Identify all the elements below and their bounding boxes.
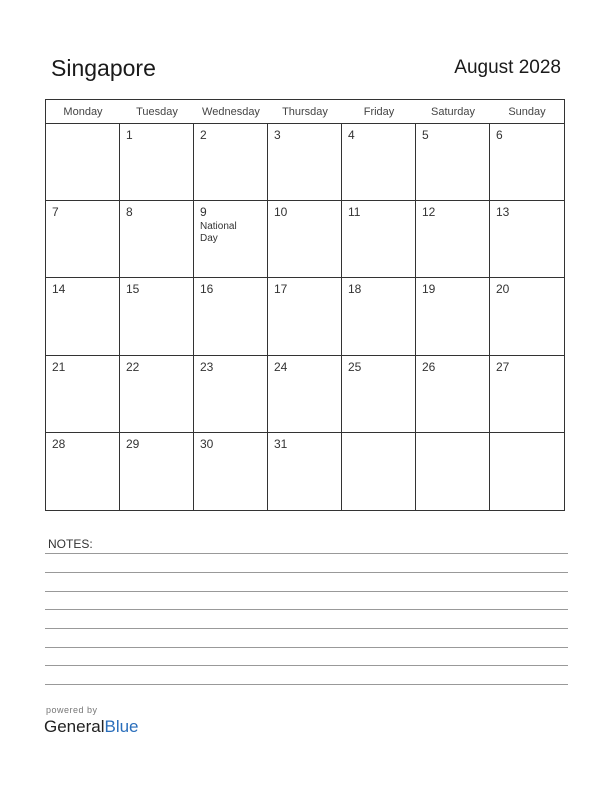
day-number: 20 <box>496 282 510 297</box>
day-number: 19 <box>422 282 436 297</box>
note-line <box>45 684 568 685</box>
day-cell <box>120 124 194 200</box>
day-number: 29 <box>126 436 140 451</box>
calendar-weeks <box>46 124 564 510</box>
generalblue-logo <box>44 717 139 737</box>
day-cell <box>490 278 564 354</box>
day-cell <box>490 356 564 432</box>
weekday-saturday: Saturday <box>430 106 476 118</box>
day-cell <box>342 356 416 432</box>
day-cell <box>120 433 194 510</box>
day-cell <box>490 124 564 200</box>
calendar-country-title: Singapore <box>51 55 156 81</box>
weekday-thursday: Thursday <box>282 106 328 118</box>
day-number: 10 <box>274 205 288 220</box>
weekday-tuesday: Tuesday <box>136 106 178 118</box>
day-cell <box>194 201 268 277</box>
day-cell <box>342 433 416 510</box>
day-cell <box>46 433 120 510</box>
day-cell <box>342 278 416 354</box>
day-number: 28 <box>52 436 66 451</box>
day-number: 3 <box>274 128 281 142</box>
holiday-label: National Day <box>200 221 237 245</box>
day-cell <box>416 278 490 354</box>
day-number: 1 <box>126 128 133 142</box>
calendar-grid <box>45 99 565 511</box>
weekday-wednesday: Wednesday <box>202 106 260 118</box>
day-cell <box>194 278 268 354</box>
day-number: 5 <box>422 128 429 142</box>
calendar-week-5 <box>46 433 564 510</box>
logo-blue-text: Blue <box>104 717 139 736</box>
day-number: 13 <box>496 205 510 220</box>
day-number: 25 <box>348 359 362 374</box>
day-cell <box>268 201 342 277</box>
weekday-monday: Monday <box>63 106 103 118</box>
note-line <box>45 591 568 592</box>
day-cell <box>416 124 490 200</box>
day-cell <box>416 201 490 277</box>
notes-label: NOTES: <box>48 537 93 551</box>
weekday-friday: Friday <box>363 106 395 118</box>
day-cell <box>268 433 342 510</box>
day-cell <box>268 124 342 200</box>
note-line <box>45 665 568 666</box>
calendar-week-3 <box>46 278 564 355</box>
day-cell <box>490 433 564 510</box>
day-number: 12 <box>422 205 436 220</box>
day-number: 24 <box>274 359 288 374</box>
note-line <box>45 628 568 629</box>
day-cell <box>268 278 342 354</box>
day-number: 4 <box>348 128 355 142</box>
day-number: 18 <box>348 282 362 297</box>
logo-general-text: General <box>44 717 105 736</box>
calendar-month-title: August 2028 <box>454 57 561 78</box>
day-number: 22 <box>126 359 140 374</box>
day-number: 31 <box>274 436 288 451</box>
day-cell <box>194 124 268 200</box>
note-line <box>45 572 568 573</box>
day-number: 7 <box>52 205 59 220</box>
day-number: 6 <box>496 128 503 142</box>
day-cell <box>194 356 268 432</box>
calendar-week-4 <box>46 356 564 433</box>
day-number: 17 <box>274 282 288 297</box>
day-cell <box>46 356 120 432</box>
day-cell <box>342 124 416 200</box>
day-number: 15 <box>126 282 140 297</box>
day-cell <box>268 356 342 432</box>
day-number: 26 <box>422 359 436 374</box>
calendar-week-2 <box>46 201 564 278</box>
weekday-header-row <box>46 100 564 124</box>
day-cell <box>416 356 490 432</box>
day-cell <box>120 278 194 354</box>
day-cell <box>416 433 490 510</box>
note-line <box>45 609 568 610</box>
day-number: 9 <box>200 205 207 220</box>
powered-by-text: powered by <box>46 705 98 715</box>
day-cell <box>120 356 194 432</box>
day-cell <box>490 201 564 277</box>
day-number: 30 <box>200 436 214 451</box>
day-number: 2 <box>200 128 207 142</box>
day-number: 23 <box>200 359 214 374</box>
note-line <box>45 647 568 648</box>
day-cell <box>46 278 120 354</box>
day-cell <box>46 124 120 200</box>
day-number: 8 <box>126 205 133 220</box>
day-cell <box>194 433 268 510</box>
day-number: 27 <box>496 359 510 374</box>
note-line <box>45 553 568 554</box>
day-number: 11 <box>348 205 361 220</box>
day-cell <box>46 201 120 277</box>
calendar-week-1 <box>46 124 564 201</box>
weekday-sunday: Sunday <box>508 106 546 118</box>
day-number: 14 <box>52 282 66 297</box>
day-number: 16 <box>200 282 214 297</box>
day-cell <box>342 201 416 277</box>
day-cell <box>120 201 194 277</box>
day-number: 21 <box>52 359 66 374</box>
